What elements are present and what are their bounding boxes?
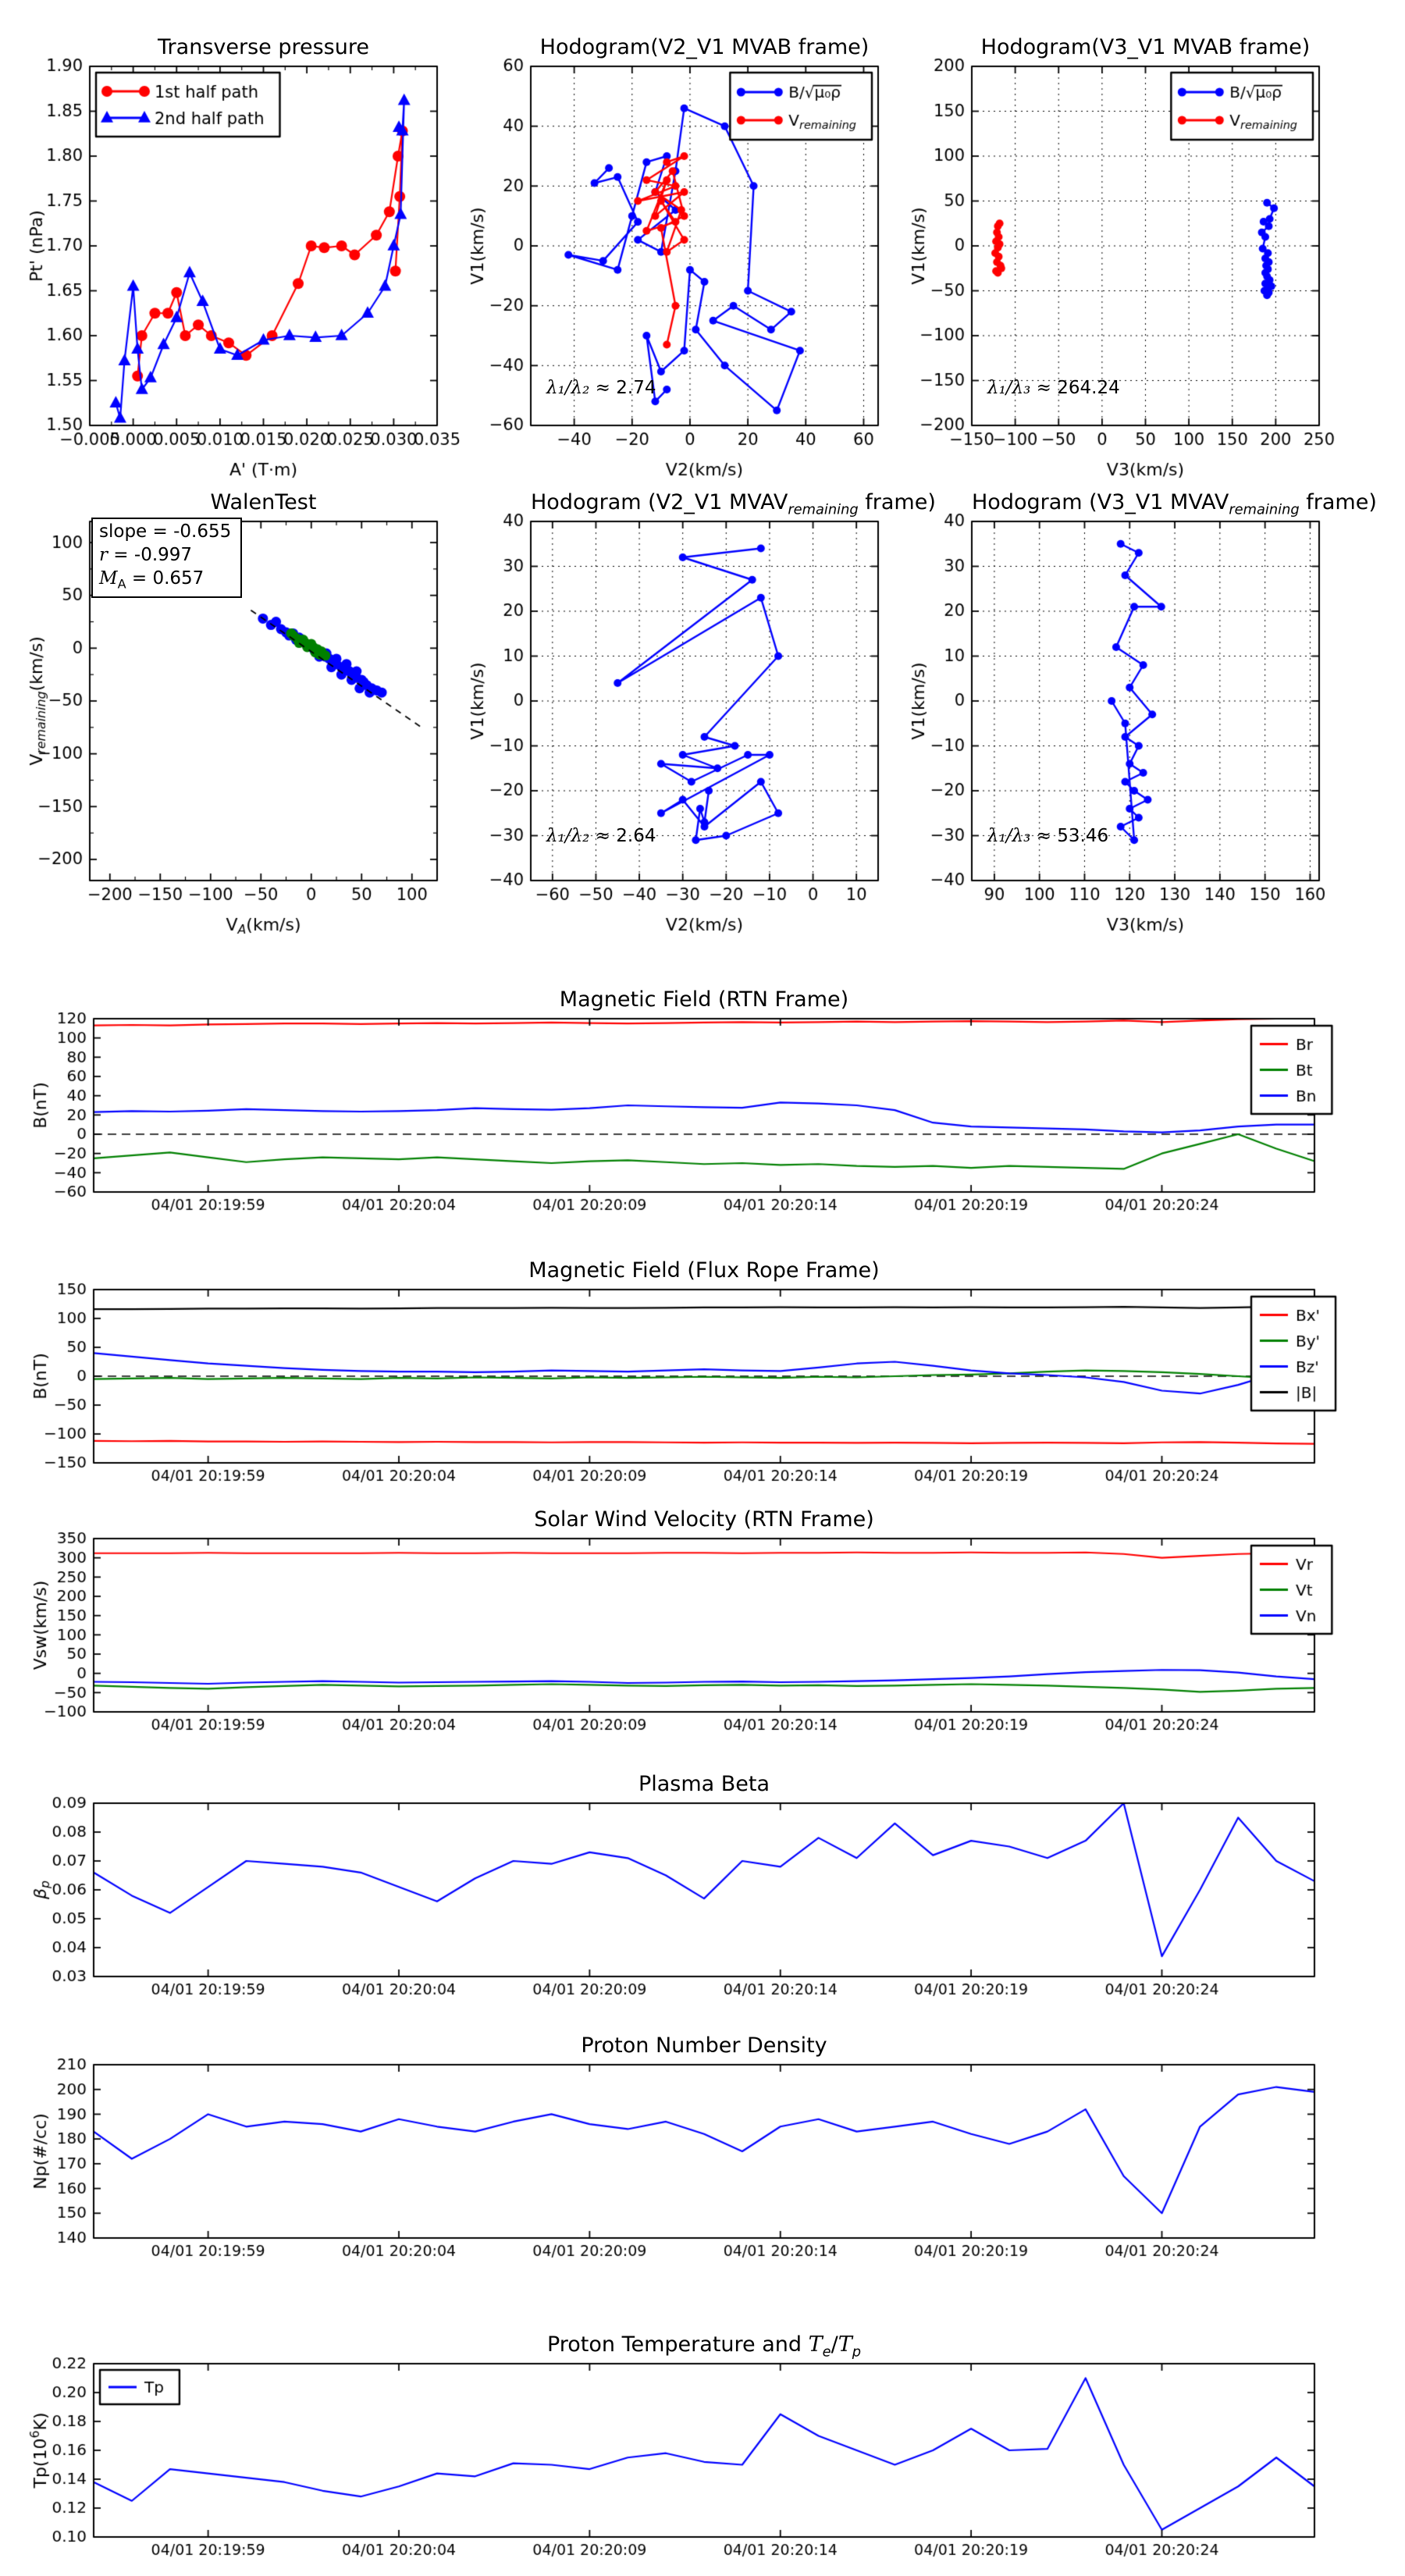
walen-ma-value: = 0.657	[126, 568, 205, 589]
title-proton-number-density: Proton Number Density	[581, 2033, 827, 2058]
title-proton-temperature	[94, 2333, 1314, 2360]
lambda-ratio-label: λ₁/λ₃ ≈	[987, 378, 1058, 398]
annotation-eigenratio-v2v1-mvav	[546, 826, 656, 846]
title-text: /	[831, 2332, 838, 2357]
title-magnetic-field-flux-rope: Magnetic Field (Flux Rope Frame)	[528, 1258, 880, 1283]
title-text: frame)	[1299, 490, 1377, 514]
title-text: frame)	[858, 490, 936, 514]
title-hodogram-v3v1-mvav	[972, 490, 1377, 518]
lambda-ratio-value: 2.64	[616, 826, 656, 846]
walen-ma-symbol: M	[99, 568, 118, 589]
title-plasma-beta: Plasma Beta	[638, 1772, 770, 1796]
walen-ma-line	[99, 568, 231, 593]
title-solar-wind-velocity: Solar Wind Velocity (RTN Frame)	[534, 1507, 874, 1532]
walen-r-line	[99, 544, 231, 568]
title-subscript: remaining	[1229, 501, 1300, 518]
title-transverse-pressure: Transverse pressure	[158, 35, 369, 59]
title-subscript: remaining	[788, 501, 859, 518]
title-text: Hodogram (V2_V1 MVAV	[531, 490, 788, 514]
title-hodogram-v3v1-mvab: Hodogram(V3_V1 MVAB frame)	[980, 35, 1311, 59]
title-math-T: T	[838, 2332, 852, 2357]
annotation-eigenratio-v2v1-mvab	[546, 378, 656, 398]
title-magnetic-field-rtn: Magnetic Field (RTN Frame)	[559, 987, 849, 1012]
lambda-ratio-value: 264.24	[1057, 378, 1120, 398]
lambda-ratio-value: 53.46	[1057, 826, 1109, 846]
title-math-T: T	[808, 2332, 823, 2357]
walen-r-value: = -0.997	[108, 544, 193, 565]
lambda-ratio-label: λ₁/λ₃ ≈	[987, 826, 1058, 846]
annotation-eigenratio-v3v1-mvab	[987, 378, 1120, 398]
walen-stats-box	[91, 518, 242, 598]
title-hodogram-v2v1-mvab: Hodogram(V2_V1 MVAB frame)	[539, 35, 870, 59]
title-subscript: e	[822, 2343, 831, 2361]
annotation-eigenratio-v3v1-mvav	[987, 826, 1108, 846]
title-walen-test: WalenTest	[210, 490, 317, 514]
walen-slope-text: slope = -0.655	[99, 521, 232, 542]
title-text: Proton Temperature and	[546, 2332, 809, 2357]
lambda-ratio-label: λ₁/λ₂ ≈	[546, 378, 617, 398]
walen-slope-line	[99, 521, 231, 544]
title-text: Hodogram (V3_V1 MVAV	[972, 490, 1229, 514]
title-subscript: p	[852, 2343, 862, 2361]
title-hodogram-v2v1-mvav	[531, 490, 936, 518]
lambda-ratio-label: λ₁/λ₂ ≈	[546, 826, 617, 846]
walen-ma-subscript: A	[117, 576, 126, 592]
lambda-ratio-value: 2.74	[616, 378, 656, 398]
walen-r-symbol: r	[99, 544, 108, 565]
